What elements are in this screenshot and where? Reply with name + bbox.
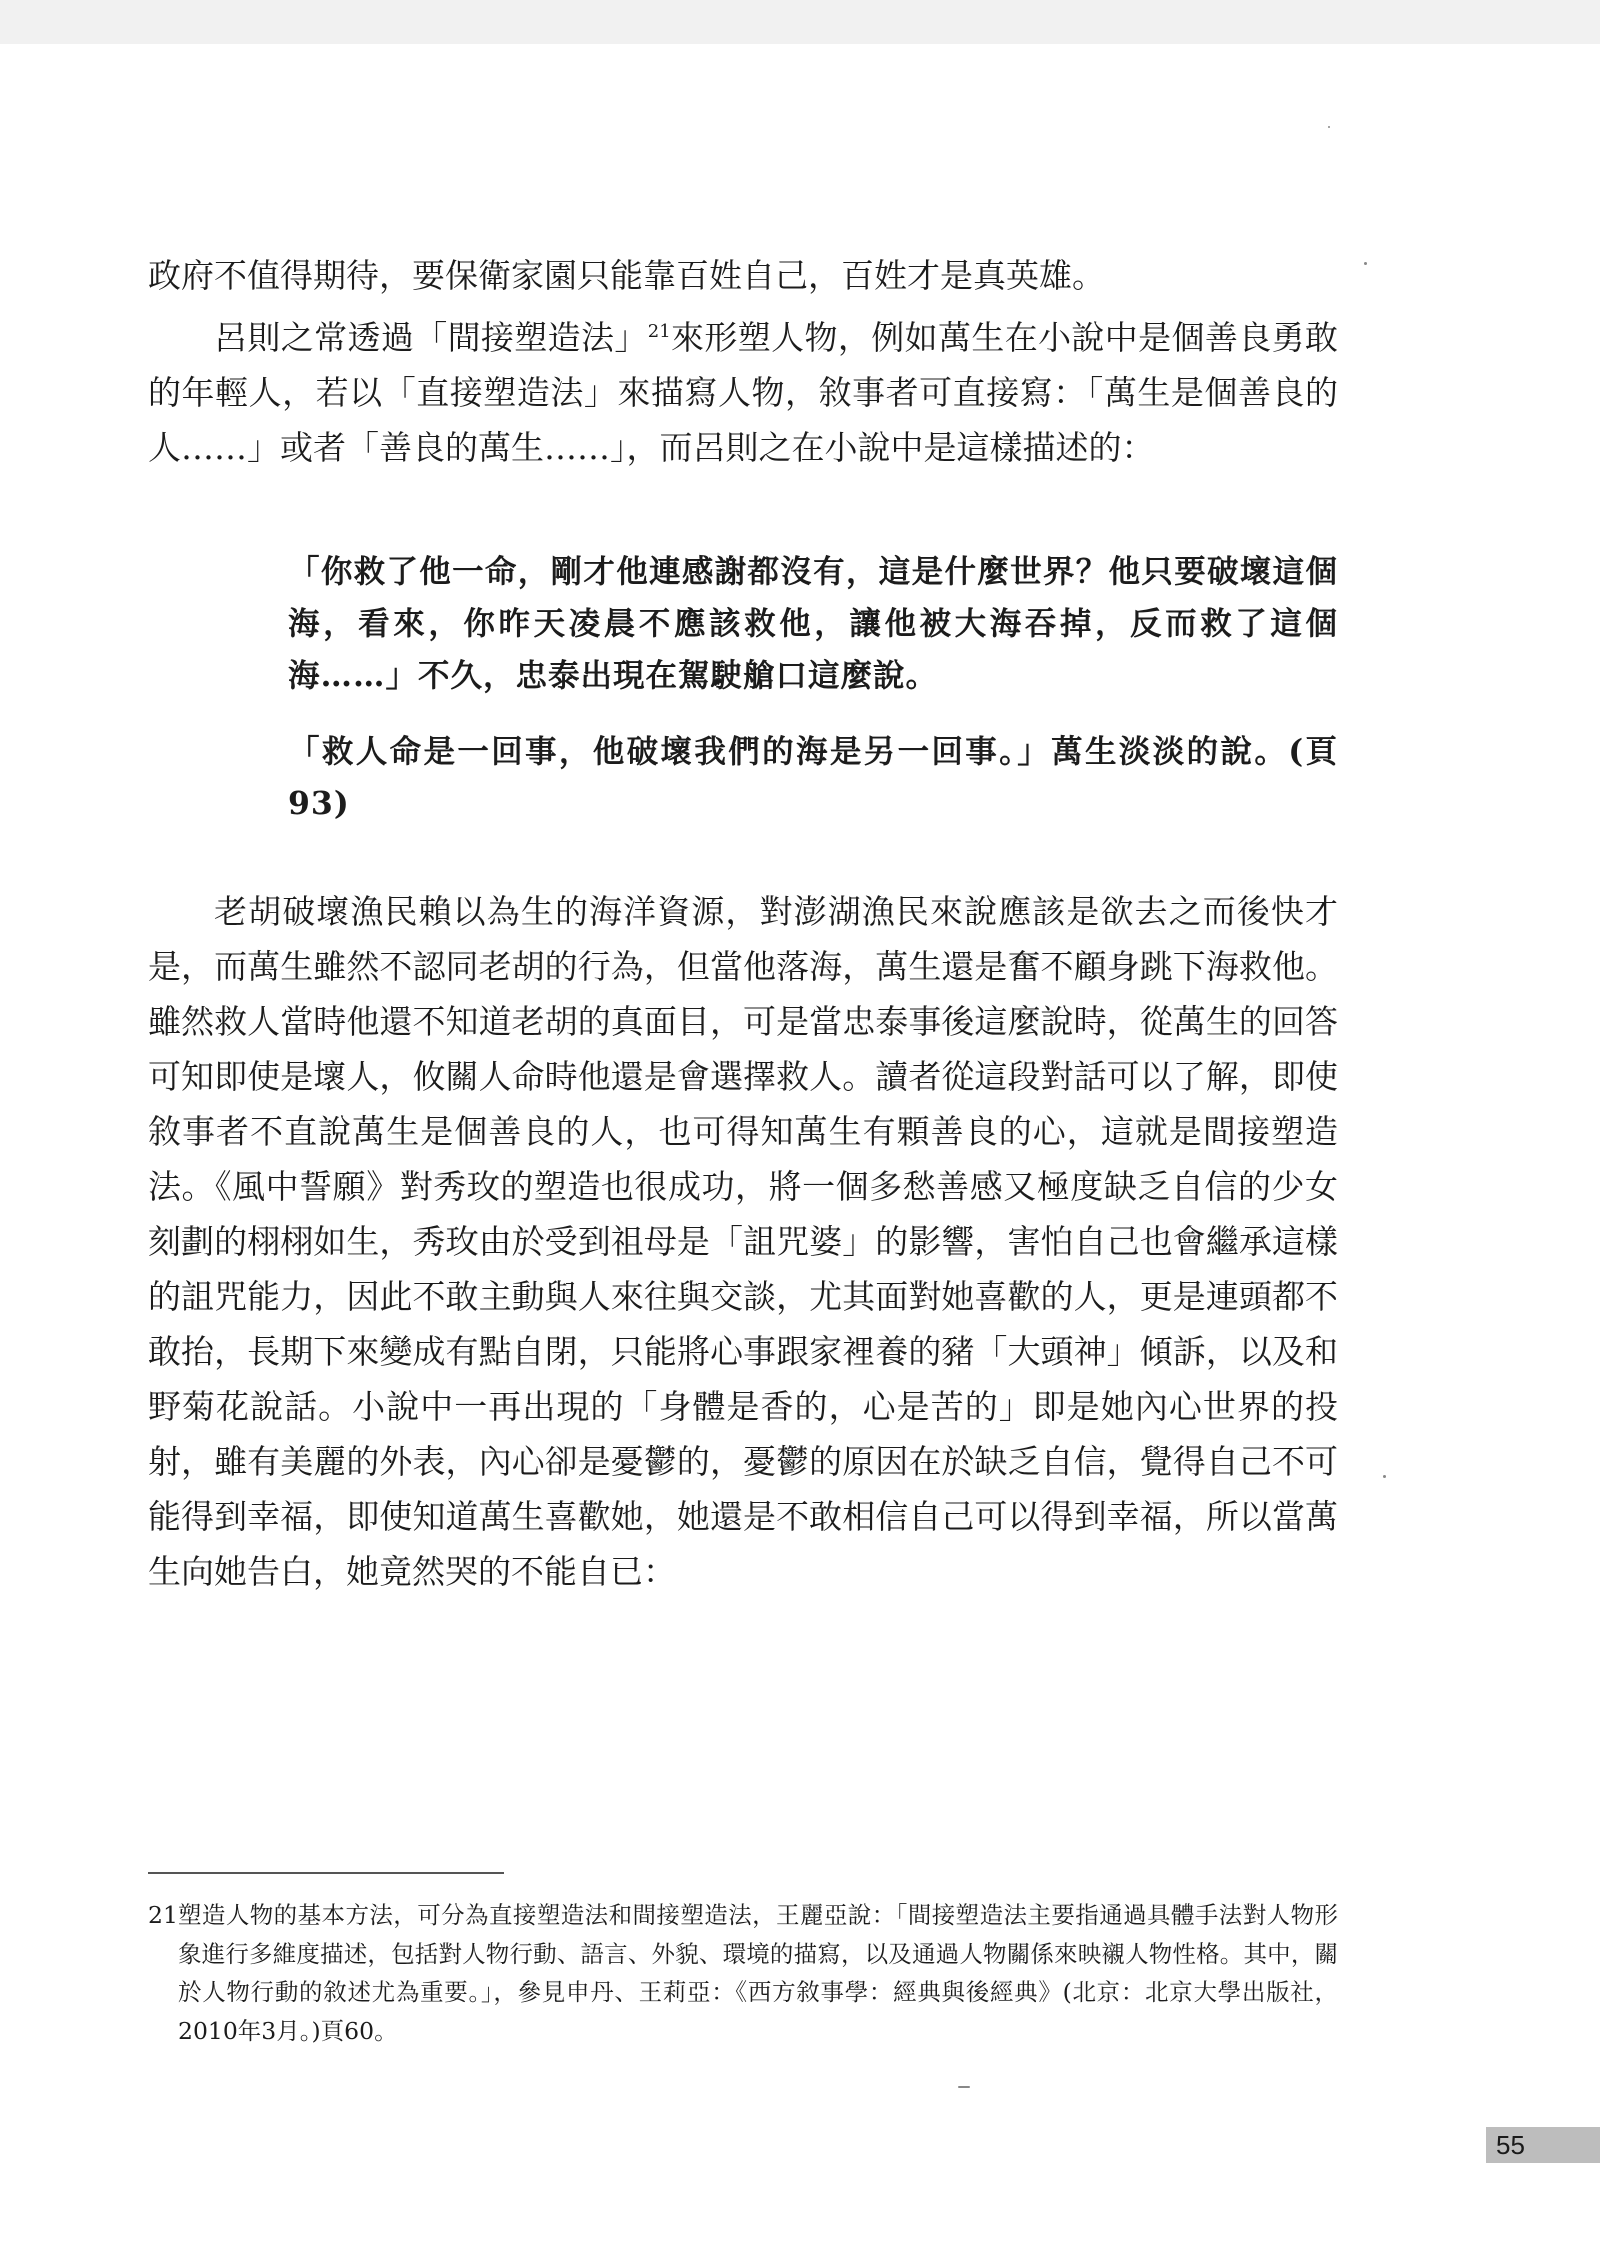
body-paragraph-2-part-a: 呂則之常透過「間接塑造法」: [214, 318, 648, 357]
block-quote-1: 「你救了他一命，剛才他連感謝都沒有，這是什麼世界？他只要破壞這個海，看來，你昨天凌晨不應該救他，讓他被大海吞掉，反而救了這個海……」不久，忠泰出現在駕駛艙口這麼說。: [288, 553, 1338, 694]
page-number-badge: [1486, 2127, 1600, 2163]
body-paragraph-2: [148, 310, 1338, 475]
footnote-reference-21: 21: [647, 321, 671, 342]
scan-top-edge: [0, 0, 1600, 44]
footnote-separator: [148, 1872, 504, 1874]
footnote-number: 21: [148, 1901, 178, 1929]
page-number: 55: [1496, 2130, 1525, 2160]
scan-speck: [1383, 1475, 1386, 1478]
scan-speck: [1328, 126, 1330, 128]
scan-speck: [958, 2086, 970, 2088]
body-paragraph-3: 老胡破壞漁民賴以為生的海洋資源，對澎湖漁民來說應該是欲去之而後快才是，而萬生雖然不認同老胡的行為，但當他落海，萬生還是奮不顧身跳下海救他。雖然救人當時他還不知道老胡的真面目，可是當忠泰事後這麼說時，從萬生的回答可知即使是壞人，攸關人命時他還是會選擇救人。讀者從這段對話可以了解，即使敘事者不直說萬生是個善良的人，也可得知萬生有顆善良的心，這就是間接塑造法。《風中誓願》對秀玫的塑造也很成功，將一個多愁善感又極度缺乏自信的少女刻劃的栩栩如生，秀玫由於受到祖母是「詛咒婆」的影響，害怕自己也會繼承這樣的詛咒能力，因此不敢主動與人來往與交談，尤其面對她喜歡的人，更是連頭都不敢抬，長期下來變成有點自閉，只能將心事跟家裡養的豬「大頭神」傾訴，以及和野菊花說話。小說中一再出現的「身體是香的，心是苦的」即是她內心世界的投射，雖有美麗的外表，內心卻是憂鬱的，憂鬱的原因在於缺乏自信，覺得自己不可能得到幸福，即使知道萬生喜歡她，她還是不敢相信自己可以得到幸福，所以當萬生向她告白，她竟然哭的不能自已：: [148, 892, 1338, 1591]
footnote-text: 塑造人物的基本方法，可分為直接塑造法和間接塑造法，王麗亞說：「間接塑造法主要指通過具體手法對人物形象進行多維度描述，包括對人物行動、語言、外貌、環境的描寫，以及通過人物關係來映襯人物性格。其中，關於人物行動的敘述尤為重要。」，參見申丹、王莉亞：《西方敘事學：經典與後經典》(北京：北京大學出版社，2010年3月。)頁60。: [178, 1901, 1338, 2045]
footnote-21: [148, 1896, 1343, 2050]
body-paragraph-2-part-b: 來形塑人物，例如萬生在小說中是個善良勇敢的年輕人，若以「直接塑造法」來描寫人物，敘事者可直接寫：「萬生是個善良的人……」或者「善良的萬生……」，而呂則之在小說中是這樣描述的：: [148, 318, 1339, 467]
body-paragraph-1: 政府不值得期待，要保衛家園只能靠百姓自己，百姓才是真英雄。: [148, 256, 1105, 295]
block-quote-2: 「救人命是一回事，他破壞我們的海是另一回事。」萬生淡淡的說。(頁93): [288, 733, 1338, 822]
scan-speck: [1364, 262, 1367, 265]
